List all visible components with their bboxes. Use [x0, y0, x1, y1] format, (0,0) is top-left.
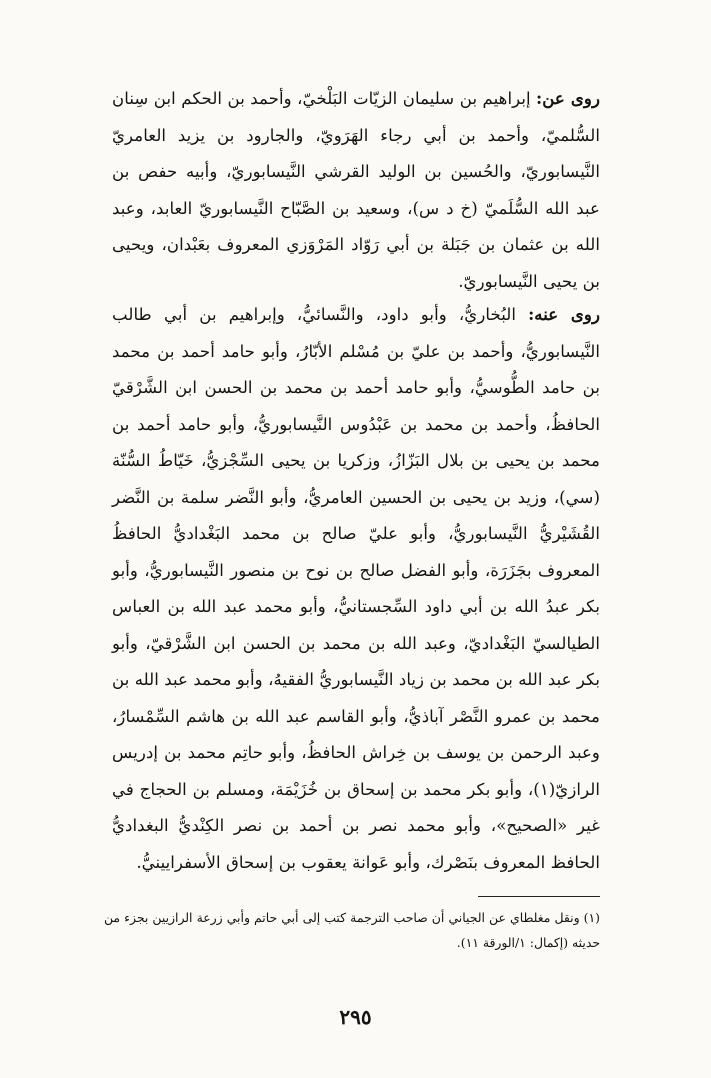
narrated-by-paragraph [112, 296, 600, 880]
paragraph-heading: روى عن: [536, 88, 600, 108]
footnote-divider [478, 896, 600, 897]
footnote: (١) ونقل مغلطاي عن الجياني أن صاحب الترجمة كتب إلى أبي حاتم وأبي زرعة الرازيين بجزء من حديثه (إكمال: ١/الورقة ١١). [104, 910, 600, 950]
paragraph-text: إبراهيم بن سليمان الزيّات البَلْخيّ، وأحمد بن الحكم ابن سِنان السُّلميّ، وأحمد بن أبي رجاء الهَرَويّ، والجارود بن يزيد العامريّ النَّيسابوريّ، والحُسين بن الوليد القرشي النَّيسابوريّ، وأبيه حفص بن عبد الله السُّلَميّ (خ د س)، وسعيد بن الصَّبّاح النَّيسابوريّ العابد، وعبد الله بن عثمان بن جَبَلة بن أبي رَوّاد المَرْوَزي المعروف بعَبْدان، ويحيى بن يحيى النَّيسابوريّ. [112, 88, 600, 291]
page-number: ٢٩٥ [339, 1005, 372, 1029]
paragraph-text: البُخاريُّ، وأبو داود، والنَّسائيُّ، وإبراهيم بن أبي طالب النَّيسابوريُّ، وأحمد بن عليّ بن مُسْلم الأبّارُ، وأبو حامد أحمد بن محمد بن حامد الطُّوسيُّ، وأبو حامد أحمد بن محمد بن الحسن ابن الشَّرْقيّ الحافظُ، وأحمد بن محمد بن عَبْدُوس النَّيسابوريُّ، وأبو حامد أحمد بن محمد بن يحيى بن بلال البَزّازُ، وزكريا بن يحيى السِّجْزيُّ، خَيّاطُ السُّنّة (سي)، وزيد بن يحيى بن الحسين العامريُّ، وأبو النَّضر سلمة بن النَّضر القُشَيْريُّ النَّيسابوريُّ، وأبو عليّ صالح بن محمد البَغْداديُّ الحافظُ المعروف بجَزَرَة، وأبو الفضل صالح بن نوح بن منصور النَّيسابوريُّ، وأبو بكر عبدُ الله بن أبي داود السِّجستانيُّ، وأبو محمد عبد الله بن العباس الطيالسيّ البَغْداديّ، وعبد الله بن محمد بن الحسن ابن الشَّرْقيّ، وأبو بكر عبد الله بن محمد بن زياد النَّيسابوريُّ الفقيهُ، وأبو محمد عبد الله بن محمد بن عمرو النَّصْر آباذيُّ، وأبو القاسم عبد الله بن هاشم السِّمْسارُ، وعبد الرحمن بن يوسف بن خِراش الحافظُ، وأبو حاتِم محمد بن إدريس الرازيّ(١)، وأبو بكر محمد بن إسحاق بن خُزَيْمَة، ومسلم بن الحجاج في غير «الصحيح»، وأبو محمد نصر بن أحمد بن نصر الكِنْديُّ البغداديُّ الحافظ المعروف بنَصْرك، وأبو عَوانة يعقوب بن إسحاق الأسفرايينيُّ. [112, 304, 600, 872]
narrated-from-paragraph [112, 80, 600, 299]
paragraph-heading: روى عنه: [528, 304, 600, 324]
